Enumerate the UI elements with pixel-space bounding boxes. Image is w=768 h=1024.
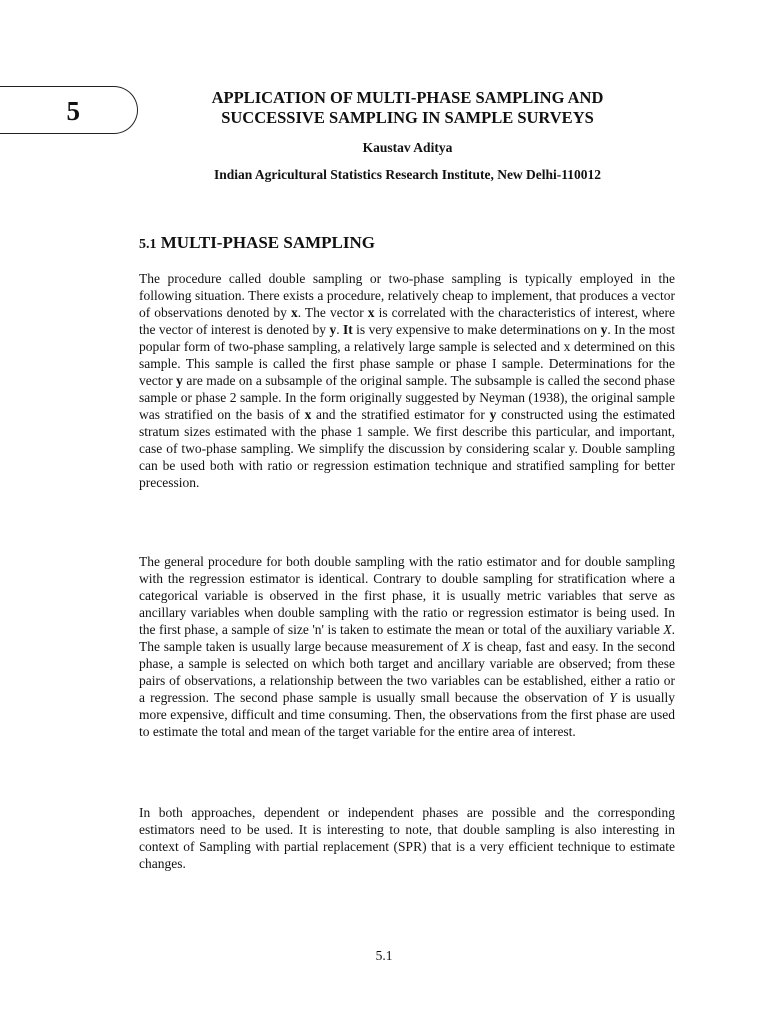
section-title: MULTI-PHASE SAMPLING (160, 233, 376, 252)
paragraph-2: The general procedure for both double sampling with the ratio estimator and for double sampling with the regression estimator is identical. Contrary to double sampling for stratification where a categorical variable is observed in the first phase, it is usually metric variables that serve as ancillary variables when double sampling with the ratio or regression estimator is being used. In the first phase, a sample of size 'n' is taken to estimate the mean or total of the auxiliary variable X. The sample taken is usually large because measurement of X is cheap, fast and easy. In the second phase, a sample is selected on which both target and ancillary variable are observed; from these pairs of observations, a relationship between the two variables can be established, either a ratio or a regression. The second phase sample is usually small because the observation of Y is usually more expensive, difficult and time consuming. Then, the observations from the first phase are used to estimate the total and mean of the target variable for the entire area of interest. (139, 554, 675, 739)
section-heading (139, 232, 375, 256)
section-number: 5.1 (139, 237, 157, 252)
title-block (140, 88, 675, 183)
institute-affiliation: Indian Agricultural Statistics Research Institute, New Delhi-110012 (213, 167, 602, 182)
chapter-badge (0, 86, 138, 134)
chapter-number: 5 (66, 95, 80, 126)
page-number: 5.1 (375, 948, 393, 963)
paragraph-3: In both approaches, dependent or independent phases are possible and the corresponding estimators need to be used. It is interesting to note, that double sampling is also interesting in context of Sampling with partial replacement (SPR) that is a very efficient technique to estimate changes. (139, 805, 675, 871)
document-title-line-1: APPLICATION OF MULTI-PHASE SAMPLING AND (211, 88, 604, 107)
paragraph-1: The procedure called double sampling or two-phase sampling is typically employed in the following situation. There exists a procedure, relatively cheap to implement, that produces a vector of observations denoted by x. The vector x is correlated with the characteristics of interest, where the vector of interest is denoted by y. It is very expensive to make determinations on y. In the most popular form of two-phase sampling, a relatively large sample is selected and x determined on this sample. This sample is called the first phase sample or phase I sample. Determinations for the vector y are made on a subsample of the original sample. The subsample is called the second phase sample or phase 2 sample. In the form originally suggested by Neyman (1938), the original sample was stratified on the basis of x and the stratified estimator for y constructed using the estimated stratum sizes estimated with the phase 1 sample. We first describe this particular, and important, case of two-phase sampling. We simplify the discussion by considering scalar y. Double sampling can be used both with ratio or regression estimation technique and stratified sampling for better precession. (139, 271, 676, 490)
document-title-line-2: SUCCESSIVE SAMPLING IN SAMPLE SURVEYS (221, 108, 594, 127)
author-name: Kaustav Aditya (362, 140, 453, 155)
